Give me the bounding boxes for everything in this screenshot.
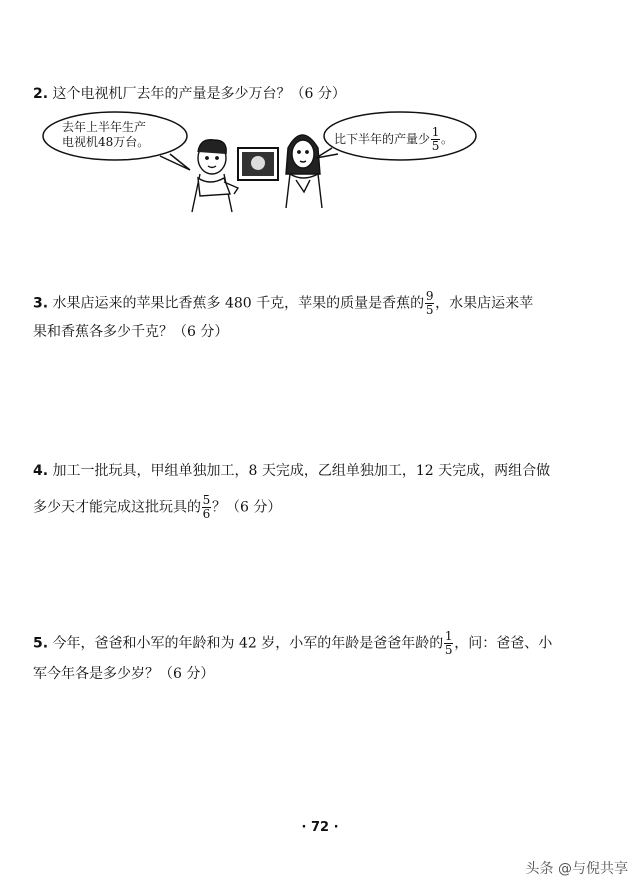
right-bubble-text: 比下半年的产量少: [334, 132, 431, 146]
fraction-numerator: 5: [202, 493, 211, 507]
question-4: [33, 461, 550, 481]
fraction-numerator: 9: [425, 289, 434, 303]
fraction: [444, 630, 453, 657]
question-text-line2: 军今年各是多少岁？（6 分）: [33, 666, 215, 682]
question-number: 2.: [33, 86, 49, 102]
question-5: [33, 630, 552, 657]
fraction-numerator: 1: [431, 125, 440, 139]
question-3: [33, 290, 533, 317]
question-text-line2: 果和香蕉各多少千克？（6 分）: [33, 324, 229, 340]
dialogue-illustration: [40, 108, 480, 222]
fraction-denominator: 5: [425, 303, 434, 317]
watermark: 头条 @与倪共享: [525, 861, 628, 877]
question-text: 这个电视机厂去年的产量是多少万台？（6 分）: [52, 86, 346, 102]
fraction: [202, 494, 211, 521]
left-bubble-line2: 电视机48万台。: [62, 135, 150, 149]
question-number: 3.: [33, 295, 49, 312]
left-speech-bubble: [62, 120, 149, 150]
fraction-one-fifth: [431, 126, 440, 153]
question-text-part2: ，水果店运来苹: [435, 295, 534, 312]
fraction: [425, 290, 434, 317]
question-number: 5.: [33, 635, 49, 652]
question-text-part1: 多少天才能完成这批玩具的: [33, 499, 201, 516]
question-text-part1: 今年，爸爸和小军的年龄和为 42 岁，小军的年龄是爸爸年龄的: [52, 635, 444, 652]
right-speech-bubble: [334, 126, 453, 153]
question-text-part2: ？（6 分）: [212, 499, 282, 516]
question-text-part1: 水果店运来的苹果比香蕉多 480 千克，苹果的质量是香蕉的: [52, 295, 425, 312]
question-text-part2: ，问：爸爸、小: [454, 635, 553, 652]
fraction-numerator: 1: [444, 629, 453, 643]
right-bubble-end: 。: [441, 132, 454, 146]
question-4-line2: [33, 494, 281, 521]
left-bubble-line1: 去年上半年生产: [62, 120, 147, 134]
fraction-denominator: 6: [202, 507, 211, 521]
question-2: [33, 84, 346, 104]
page-number: · 72 ·: [301, 820, 339, 835]
fraction-denominator: 5: [431, 139, 440, 153]
question-text-line1: 加工一批玩具，甲组单独加工，8 天完成，乙组单独加工，12 天完成，两组合做: [52, 463, 551, 479]
fraction-denominator: 5: [444, 643, 453, 657]
question-5-line2: [33, 664, 214, 684]
question-3-line2: [33, 322, 228, 342]
question-number: 4.: [33, 463, 49, 479]
